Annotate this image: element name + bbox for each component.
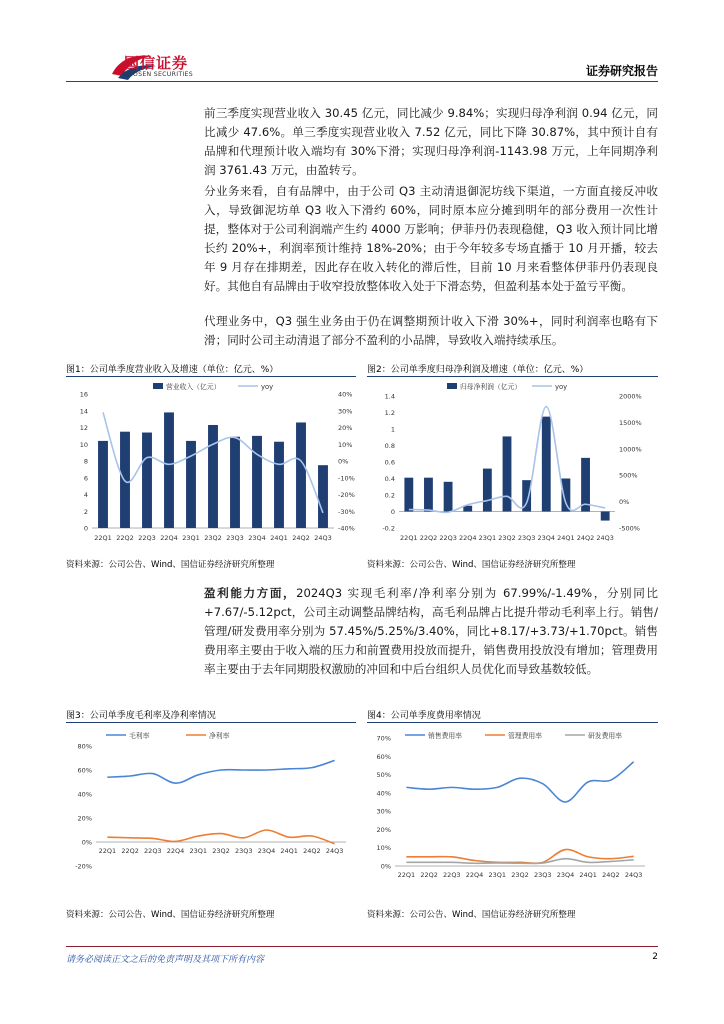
profitability-body: 2024Q3 实现毛利率/净利率分别为 67.99%/-1.49%，分别同比+7.67/-5.12pct，公司主动调整品牌结构，高毛利品牌占比提升带动毛利率上行。销售/管理/研发费用率分别为 57.45%/5.25%/3.40%，同比+8.17/+3.73/+1.70pct。销售费用率主要由于收入端的压力和前置费用投放而提升，销售费用投放没有增加；管理费用率主要由于去年同期股权激励的冲回和中后台组织人员优化而导致基数较低。 [204, 586, 658, 676]
x-tick-label: 24Q1 [280, 847, 298, 855]
y-tick-label: 4 [83, 491, 88, 499]
y-tick-label: 1.2 [384, 409, 395, 417]
bar-23Q2 [208, 425, 218, 528]
x-tick-label: 22Q2 [121, 847, 139, 855]
y-tick-label: 6 [83, 474, 88, 483]
y2-tick-label: -500% [619, 524, 640, 533]
x-tick-label: 24Q3 [596, 534, 614, 542]
bar-23Q4 [252, 436, 262, 528]
bar-24Q3 [601, 512, 610, 521]
legend-swatch-bar [447, 383, 457, 389]
x-tick-label: 22Q3 [439, 534, 457, 542]
x-tick-label: 23Q2 [212, 847, 230, 855]
y2-tick-label: -30% [338, 507, 355, 516]
series-line-0 [406, 762, 633, 802]
series-line-1 [406, 849, 633, 863]
x-tick-label: 24Q1 [579, 871, 597, 879]
fig1-title-rule [66, 376, 356, 377]
x-tick-label: 22Q1 [98, 847, 117, 855]
x-tick-label: 24Q1 [557, 534, 575, 542]
fig4-title: 图4：公司单季度费用率情况 [367, 711, 481, 721]
bar-23Q1 [483, 469, 492, 512]
y2-tick-label: 2000% [619, 392, 642, 401]
profitability-lead: 盈利能力方面， [204, 586, 297, 600]
legend-label-line: yoy [555, 383, 568, 391]
fig1-source: 资料来源：公司公告、Wind、国信证券经济研究所整理 [66, 560, 275, 570]
bar-22Q2 [424, 478, 433, 512]
y-tick-label: 2 [83, 507, 88, 516]
fig1-revenue-chart [62, 378, 372, 548]
legend-label-2: 研发费用率 [588, 732, 622, 740]
legend-label-line: yoy [261, 383, 274, 391]
bar-22Q1 [98, 441, 108, 528]
y-tick-label: 8 [83, 457, 88, 466]
series-line-0 [107, 760, 334, 783]
bar-24Q1 [274, 442, 284, 528]
y2-tick-label: 1500% [619, 418, 642, 427]
legend-label-0: 毛利率 [129, 732, 150, 740]
y-tick-label: 14 [79, 407, 88, 416]
y2-tick-label: 0% [619, 498, 630, 507]
fig3-title-rule [66, 722, 356, 723]
footer-divider [66, 946, 658, 947]
x-tick-label: 23Q4 [556, 871, 575, 879]
legend-label-1: 管理费用率 [508, 732, 542, 740]
x-tick-label: 23Q4 [537, 534, 556, 542]
y-tick-label: 80% [77, 742, 92, 751]
bar-22Q1 [404, 478, 413, 512]
y2-tick-label: -20% [338, 491, 355, 499]
x-tick-label: 23Q1 [478, 534, 497, 542]
series-line-2 [406, 859, 633, 864]
y-tick-label: 50% [376, 771, 391, 780]
x-tick-label: 23Q1 [182, 534, 200, 542]
y-tick-label: 20% [77, 814, 92, 823]
x-tick-label: 22Q1 [400, 534, 418, 542]
x-tick-label: 23Q3 [226, 534, 244, 542]
bar-22Q2 [120, 432, 130, 528]
x-tick-label: 24Q1 [270, 534, 288, 542]
y-tick-label: 40% [376, 789, 391, 798]
legend-label-1: 净利率 [209, 732, 230, 740]
x-tick-label: 23Q1 [189, 847, 208, 855]
x-tick-label: 22Q1 [94, 534, 112, 542]
bar-22Q3 [444, 482, 453, 512]
x-tick-label: 22Q3 [138, 534, 156, 542]
page-number: 2 [652, 952, 658, 962]
x-tick-label: 24Q3 [314, 534, 332, 542]
y2-tick-label: 0% [338, 457, 349, 466]
y-tick-label: 0% [81, 838, 92, 847]
y-tick-label: 0.6 [384, 458, 395, 467]
y2-tick-label: 500% [619, 471, 638, 480]
x-tick-label: 23Q2 [498, 534, 516, 542]
y-tick-label: 60% [376, 752, 391, 761]
x-tick-label: 24Q2 [292, 534, 310, 542]
y2-tick-label: 20% [338, 424, 353, 432]
fig3-margin-chart [62, 726, 362, 896]
y-tick-label: 60% [77, 766, 92, 775]
x-tick-label: 23Q3 [234, 847, 253, 855]
footer-disclaimer: 请务必阅读正文之后的免责声明及其项下所有内容 [66, 955, 265, 965]
y-tick-label: -20% [75, 862, 92, 871]
x-tick-label: 22Q4 [160, 534, 178, 542]
y-tick-label: 16 [79, 390, 88, 399]
x-tick-label: 24Q3 [325, 847, 344, 855]
x-tick-label: 23Q1 [488, 871, 507, 879]
x-tick-label: 22Q2 [116, 534, 134, 542]
paragraph-profitability [204, 584, 658, 679]
x-tick-label: 23Q4 [257, 847, 276, 855]
y-tick-label: 1 [390, 425, 395, 434]
x-tick-label: 23Q4 [248, 534, 266, 542]
logo-chinese-name: 国信证券 [124, 54, 189, 72]
bar-22Q3 [142, 433, 152, 528]
y2-tick-label: 10% [338, 440, 353, 449]
fig1-title: 图1：公司单季度营业收入及增速（单位：亿元、%） [66, 365, 279, 375]
y-tick-label: 1.4 [384, 392, 395, 401]
fig3-title: 图3：公司单季度毛利率及净利率情况 [66, 711, 216, 721]
fig3-source: 资料来源：公司公告、Wind、国信证券经济研究所整理 [66, 910, 275, 920]
x-tick-label: 22Q4 [166, 847, 185, 855]
header-divider [66, 81, 658, 82]
y-tick-label: 40% [77, 790, 92, 799]
y-tick-label: 20% [376, 825, 391, 834]
y-tick-label: 0.4 [384, 475, 395, 483]
logo-english-name: GUOSEN SECURITIES [123, 71, 193, 78]
y-tick-label: -0.2 [382, 524, 395, 533]
x-tick-label: 22Q4 [465, 871, 484, 879]
fig2-title-rule [367, 376, 658, 377]
x-tick-label: 24Q2 [303, 847, 321, 855]
fig4-source: 资料来源：公司公告、Wind、国信证券经济研究所整理 [367, 910, 576, 920]
fig2-net-profit-chart [363, 378, 663, 548]
x-tick-label: 22Q2 [420, 871, 438, 879]
x-tick-label: 24Q2 [602, 871, 620, 879]
x-tick-label: 24Q2 [576, 534, 595, 542]
y-tick-label: 0.2 [384, 491, 395, 500]
y-tick-label: 70% [376, 734, 391, 743]
bar-24Q3 [318, 465, 328, 528]
y-tick-label: 10 [79, 440, 88, 449]
y-tick-label: 0% [380, 862, 391, 871]
x-tick-label: 22Q3 [443, 871, 461, 879]
y-tick-label: 0 [83, 524, 88, 533]
x-tick-label: 23Q3 [533, 871, 552, 879]
bar-24Q1 [561, 479, 570, 512]
bar-24Q2 [296, 422, 306, 528]
y-tick-label: 12 [79, 424, 88, 432]
bar-23Q2 [503, 436, 512, 511]
fig2-source: 资料来源：公司公告、Wind、国信证券经济研究所整理 [367, 560, 576, 570]
y2-tick-label: 30% [338, 407, 353, 416]
report-type-title: 证券研究报告 [585, 64, 658, 78]
y-tick-label: 0 [390, 508, 395, 516]
paragraph-business-breakdown: 分业务来看，自有品牌中，由于公司 Q3 主动清退御泥坊线下渠道，一方面直接反冲收入，导致御泥坊单 Q3 收入下滑约 60%，同时原本应分摊到明年的部分费用一次性计提，整体对于公司利润端产生约 4000 万影响；伊菲丹仍表现稳健，Q3 收入预计同比增长约 20%+，利润率预计维持 18%-20%；由于今年较多专场直播于 10 月开播，较去年 9 月存在排期差，因此存在收入转化的滞后性，目前 10 月来看整体伊菲丹仍表现良好。其他自有品牌由于收窄投放整体收入处于下滑态势，但盈利基本处于盈亏平衡。 [204, 184, 658, 293]
paragraph-revenue-summary: 前三季度实现营业收入 30.45 亿元，同比减少 9.84%；实现归母净利润 0.94 亿元，同比减少 47.6%。单三季度实现营业收入 7.52 亿元，同比下降 30.87%，其中预计自有品牌和代理预计收入端均有 30%下滑；实现归母净利润-1143.98 万元，上年同期净利润 3761.43 万元，由盈转亏。 [204, 106, 658, 177]
legend-label-0: 销售费用率 [428, 732, 462, 740]
x-tick-label: 22Q4 [458, 534, 477, 542]
legend-swatch-bar [153, 383, 163, 389]
bar-22Q4 [164, 412, 174, 528]
x-tick-label: 23Q2 [511, 871, 529, 879]
x-tick-label: 23Q2 [204, 534, 222, 542]
legend-label-bar: 归母净利润（亿元） [460, 383, 522, 391]
y2-tick-label: -40% [338, 524, 355, 533]
x-tick-label: 22Q1 [397, 871, 416, 879]
fig2-title: 图2：公司单季度归母净利润及增速（单位：亿元、%） [367, 365, 589, 375]
x-tick-label: 22Q2 [419, 534, 438, 542]
y2-tick-label: 1000% [619, 445, 642, 454]
x-tick-label: 22Q3 [144, 847, 162, 855]
y-tick-label: 10% [376, 844, 391, 853]
bar-23Q4 [542, 417, 551, 512]
fig4-expense-ratio-chart [363, 726, 663, 896]
x-tick-label: 24Q3 [624, 871, 643, 879]
y-tick-label: 30% [376, 807, 391, 816]
y2-tick-label: 40% [338, 390, 353, 399]
y-tick-label: 0.8 [384, 442, 395, 450]
paragraph-agency-business: 代理业务中，Q3 强生业务由于仍在调整期预计收入下滑 30%+，同时利润率也略有下滑；同时公司主动清退了部分不盈利的小品牌，导致收入端持续承压。 [204, 314, 658, 347]
y2-tick-label: -10% [338, 474, 355, 483]
x-tick-label: 23Q3 [517, 534, 536, 542]
legend-label-bar: 营业收入（亿元） [166, 383, 221, 391]
fig4-title-rule [367, 722, 658, 723]
bar-23Q3 [230, 437, 240, 528]
